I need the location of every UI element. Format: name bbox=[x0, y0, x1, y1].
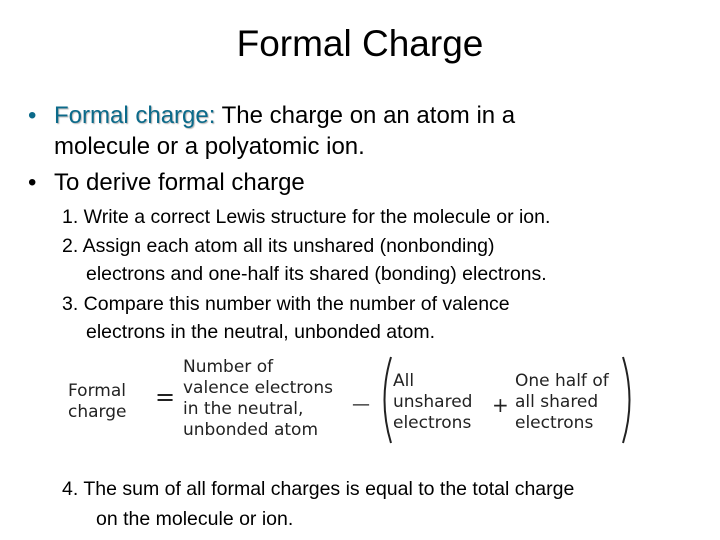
formula-valence-term: Number of valence electrons in the neutral, unbonded atom bbox=[183, 357, 333, 440]
step-1 bbox=[62, 203, 550, 231]
step-2-line1: 2. Assign each atom all its unshared (nonbonding) bbox=[62, 235, 495, 257]
definition-continuation: molecule or a polyatomic ion. bbox=[54, 133, 365, 160]
step-4-line1: 4. The sum of all formal charges is equal to the total charge bbox=[62, 478, 575, 500]
page-title: Formal Charge bbox=[236, 23, 484, 64]
formal-charge-formula bbox=[60, 355, 640, 450]
left-paren-icon bbox=[376, 355, 394, 445]
plus-sign: + bbox=[492, 393, 509, 417]
definition-text: The charge on an atom in a bbox=[215, 102, 516, 129]
step-3-line1: 3. Compare this number with the number of valence bbox=[62, 293, 510, 315]
formula-unshared-term: All unshared electrons bbox=[393, 371, 473, 433]
formula-lhs: Formal charge bbox=[68, 381, 127, 422]
formula-shared-term: One half of all shared electrons bbox=[515, 371, 609, 433]
equals-sign: = bbox=[155, 383, 176, 411]
right-paren-icon bbox=[620, 355, 638, 445]
step-1-text: 1. Write a correct Lewis structure for the molecule or ion. bbox=[62, 206, 551, 228]
step-4-line2: on the molecule or ion. bbox=[96, 508, 294, 530]
derive-text: To derive formal charge bbox=[54, 169, 305, 196]
bullet-dot-icon: • bbox=[28, 169, 37, 196]
step-4 bbox=[62, 474, 574, 534]
term-formal-charge: Formal charge: bbox=[54, 102, 216, 129]
minus-sign: — bbox=[352, 394, 370, 415]
step-3 bbox=[62, 290, 510, 346]
step-2-line2: electrons and one-half its shared (bonding) electrons. bbox=[86, 263, 547, 285]
step-2 bbox=[62, 232, 547, 288]
step-3-line2: electrons in the neutral, unbonded atom. bbox=[86, 321, 436, 343]
bullet-dot-icon: • bbox=[28, 102, 37, 129]
